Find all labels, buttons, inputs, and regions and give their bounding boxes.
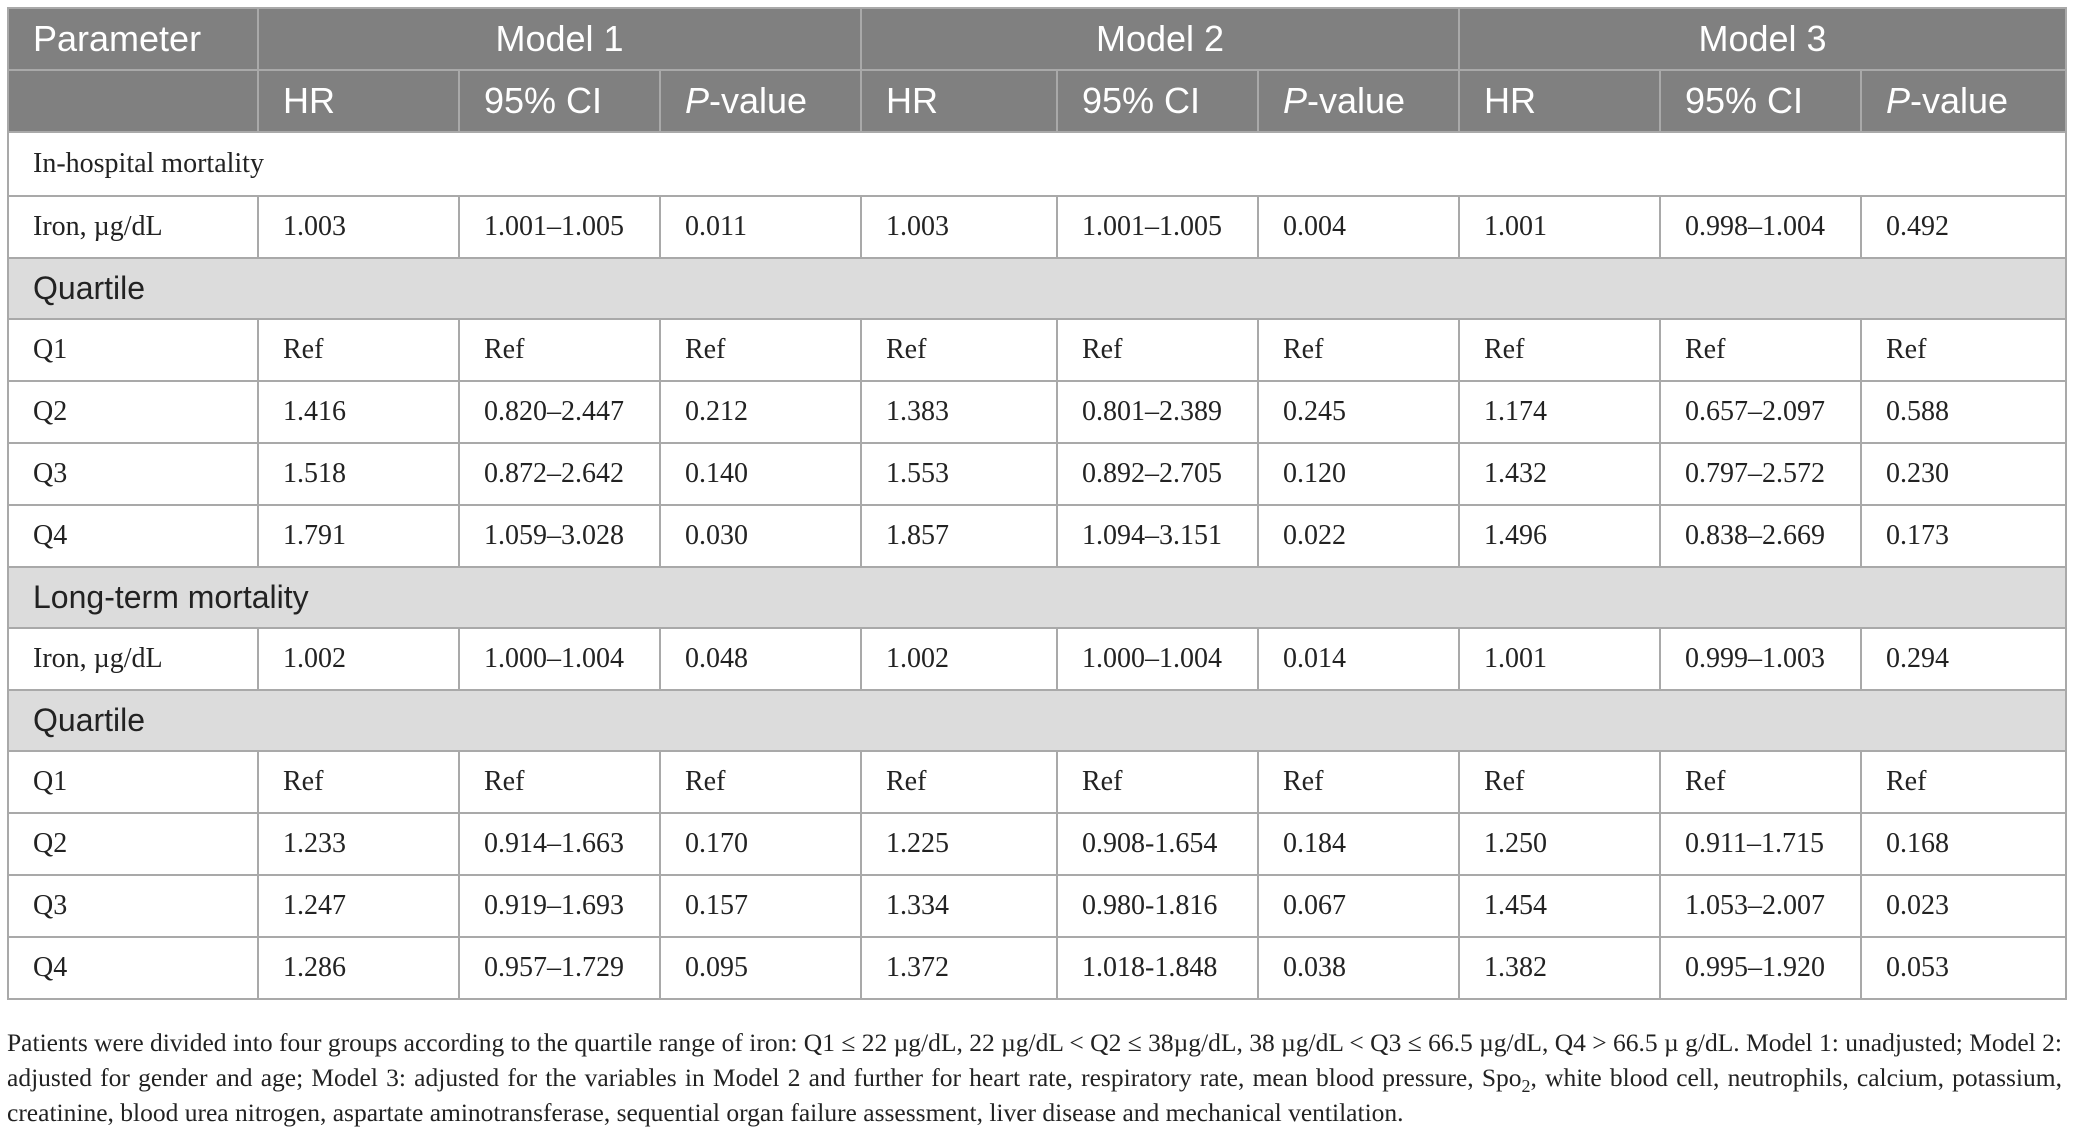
cell: 0.011 xyxy=(660,196,861,258)
header-blank xyxy=(8,70,258,132)
cell: Ref xyxy=(258,751,459,813)
cell: 0.004 xyxy=(1258,196,1459,258)
cell: 0.998–1.004 xyxy=(1660,196,1861,258)
header-pvalue xyxy=(1258,70,1459,132)
cell: 1.247 xyxy=(258,875,459,937)
header-p-suffix: -value xyxy=(1307,80,1406,121)
header-p-suffix: -value xyxy=(1910,80,2009,121)
footnote-subscript: 2 xyxy=(1521,1076,1531,1097)
cell: 0.492 xyxy=(1861,196,2066,258)
table-row xyxy=(8,381,2066,443)
cell: 0.184 xyxy=(1258,813,1459,875)
cell: Ref xyxy=(1057,751,1258,813)
cell: 0.294 xyxy=(1861,628,2066,690)
cell: Ref xyxy=(861,319,1057,381)
cell: 1.001–1.005 xyxy=(459,196,660,258)
footnote-text: Patients were divided into four groups according to the quartile range of iron: Q1 ≤ 22 µg/dL, 22 µg/dL < Q2 ≤ 38µg/dL, 38 µg/dL < Q3 ≤ 66.5 µg/dL, Q4 > 66.5 µ g/dL. Model 1: unadjusted; Model 2: adjusted for gender and age; Model 3: adjusted for the variables in Model 2 and further for heart rate, respiratory rate, mean blood pressure, Spo xyxy=(7,1028,2062,1092)
cell: 1.496 xyxy=(1459,505,1660,567)
cell: Q1 xyxy=(8,751,258,813)
section-title: In-hospital mortality xyxy=(8,132,2066,196)
section-row-longterm xyxy=(8,567,2066,628)
header-pvalue xyxy=(1861,70,2066,132)
cell: 0.999–1.003 xyxy=(1660,628,1861,690)
cell: 0.023 xyxy=(1861,875,2066,937)
section-title: Long-term mortality xyxy=(8,567,2066,628)
section-row-inhospital xyxy=(8,132,2066,196)
cell: 0.157 xyxy=(660,875,861,937)
header-p: P xyxy=(685,80,710,121)
footnote-text-cont: , white blood cell, neutrophils, calcium, potassium, creatinine, blood urea nitrogen, aspartate aminotransferase, sequential organ failure assessment, liver disease and mechanical ventilation. xyxy=(7,1063,2062,1127)
cell: Ref xyxy=(1258,319,1459,381)
cell: Q2 xyxy=(8,381,258,443)
table-footnote xyxy=(7,1025,2062,1130)
cell: 0.820–2.447 xyxy=(459,381,660,443)
header-model-1: Model 1 xyxy=(258,8,861,70)
results-table xyxy=(7,7,2067,1000)
cell: 1.174 xyxy=(1459,381,1660,443)
cell: Ref xyxy=(1459,751,1660,813)
table-container xyxy=(7,7,2065,1000)
cell: 1.334 xyxy=(861,875,1057,937)
cell: 1.003 xyxy=(258,196,459,258)
cell: 0.038 xyxy=(1258,937,1459,999)
table-row xyxy=(8,443,2066,505)
table-row xyxy=(8,319,2066,381)
cell: 0.908-1.654 xyxy=(1057,813,1258,875)
cell: Ref xyxy=(1057,319,1258,381)
cell: Ref xyxy=(258,319,459,381)
cell: 1.857 xyxy=(861,505,1057,567)
cell: 0.980-1.816 xyxy=(1057,875,1258,937)
table-row xyxy=(8,628,2066,690)
cell: Ref xyxy=(459,319,660,381)
header-ci: 95% CI xyxy=(1057,70,1258,132)
cell: 1.416 xyxy=(258,381,459,443)
cell: 0.067 xyxy=(1258,875,1459,937)
cell: Ref xyxy=(1861,319,2066,381)
cell: 0.173 xyxy=(1861,505,2066,567)
cell: Iron, µg/dL xyxy=(8,196,258,258)
header-p: P xyxy=(1886,80,1911,121)
cell: Ref xyxy=(861,751,1057,813)
cell: 0.995–1.920 xyxy=(1660,937,1861,999)
cell: 1.001 xyxy=(1459,628,1660,690)
header-ci: 95% CI xyxy=(1660,70,1861,132)
cell: Q2 xyxy=(8,813,258,875)
cell: 1.018-1.848 xyxy=(1057,937,1258,999)
cell: 1.003 xyxy=(861,196,1057,258)
cell: 0.838–2.669 xyxy=(1660,505,1861,567)
cell: 1.286 xyxy=(258,937,459,999)
header-model-2: Model 2 xyxy=(861,8,1459,70)
cell: Q4 xyxy=(8,937,258,999)
cell: Ref xyxy=(660,751,861,813)
cell: Ref xyxy=(1459,319,1660,381)
cell: Iron, µg/dL xyxy=(8,628,258,690)
cell: 1.053–2.007 xyxy=(1660,875,1861,937)
cell: 1.000–1.004 xyxy=(459,628,660,690)
cell: 1.372 xyxy=(861,937,1057,999)
cell: 1.000–1.004 xyxy=(1057,628,1258,690)
cell: 0.120 xyxy=(1258,443,1459,505)
header-hr: HR xyxy=(1459,70,1660,132)
cell: 0.872–2.642 xyxy=(459,443,660,505)
table-row xyxy=(8,505,2066,567)
cell: Ref xyxy=(1258,751,1459,813)
quartile-label: Quartile xyxy=(8,258,2066,319)
cell: 1.059–3.028 xyxy=(459,505,660,567)
cell: 1.001 xyxy=(1459,196,1660,258)
cell: 0.170 xyxy=(660,813,861,875)
cell: 1.791 xyxy=(258,505,459,567)
cell: 0.014 xyxy=(1258,628,1459,690)
header-ci: 95% CI xyxy=(459,70,660,132)
cell: 0.168 xyxy=(1861,813,2066,875)
cell: 0.140 xyxy=(660,443,861,505)
header-hr: HR xyxy=(861,70,1057,132)
cell: 0.797–2.572 xyxy=(1660,443,1861,505)
cell: 1.454 xyxy=(1459,875,1660,937)
header-row-models xyxy=(8,8,2066,70)
header-parameter: Parameter xyxy=(8,8,258,70)
cell: 0.957–1.729 xyxy=(459,937,660,999)
cell: Ref xyxy=(1660,319,1861,381)
header-hr: HR xyxy=(258,70,459,132)
cell: Ref xyxy=(459,751,660,813)
cell: Q3 xyxy=(8,875,258,937)
header-row-stats xyxy=(8,70,2066,132)
cell: Ref xyxy=(660,319,861,381)
table-row xyxy=(8,937,2066,999)
cell: 0.022 xyxy=(1258,505,1459,567)
cell: 1.002 xyxy=(861,628,1057,690)
quartile-label: Quartile xyxy=(8,690,2066,751)
cell: 0.230 xyxy=(1861,443,2066,505)
cell: 0.245 xyxy=(1258,381,1459,443)
cell: Q3 xyxy=(8,443,258,505)
table-row xyxy=(8,196,2066,258)
quartile-subheader xyxy=(8,258,2066,319)
cell: 0.095 xyxy=(660,937,861,999)
table-row xyxy=(8,751,2066,813)
cell: 1.250 xyxy=(1459,813,1660,875)
cell: 1.094–3.151 xyxy=(1057,505,1258,567)
cell: Q1 xyxy=(8,319,258,381)
cell: 1.382 xyxy=(1459,937,1660,999)
header-pvalue xyxy=(660,70,861,132)
cell: Ref xyxy=(1660,751,1861,813)
cell: 0.911–1.715 xyxy=(1660,813,1861,875)
cell: 1.002 xyxy=(258,628,459,690)
header-p: P xyxy=(1283,80,1308,121)
cell: 0.914–1.663 xyxy=(459,813,660,875)
table-row xyxy=(8,875,2066,937)
cell: 1.518 xyxy=(258,443,459,505)
cell: 1.001–1.005 xyxy=(1057,196,1258,258)
cell: 1.553 xyxy=(861,443,1057,505)
cell: 1.383 xyxy=(861,381,1057,443)
cell: 1.225 xyxy=(861,813,1057,875)
cell: 0.801–2.389 xyxy=(1057,381,1258,443)
table-row xyxy=(8,813,2066,875)
quartile-subheader xyxy=(8,690,2066,751)
cell: Q4 xyxy=(8,505,258,567)
cell: 0.212 xyxy=(660,381,861,443)
cell: 0.588 xyxy=(1861,381,2066,443)
cell: 0.030 xyxy=(660,505,861,567)
cell: 0.892–2.705 xyxy=(1057,443,1258,505)
cell: Ref xyxy=(1861,751,2066,813)
header-model-3: Model 3 xyxy=(1459,8,2066,70)
cell: 0.657–2.097 xyxy=(1660,381,1861,443)
header-p-suffix: -value xyxy=(709,80,808,121)
cell: 0.053 xyxy=(1861,937,2066,999)
cell: 0.048 xyxy=(660,628,861,690)
cell: 0.919–1.693 xyxy=(459,875,660,937)
cell: 1.432 xyxy=(1459,443,1660,505)
cell: 1.233 xyxy=(258,813,459,875)
